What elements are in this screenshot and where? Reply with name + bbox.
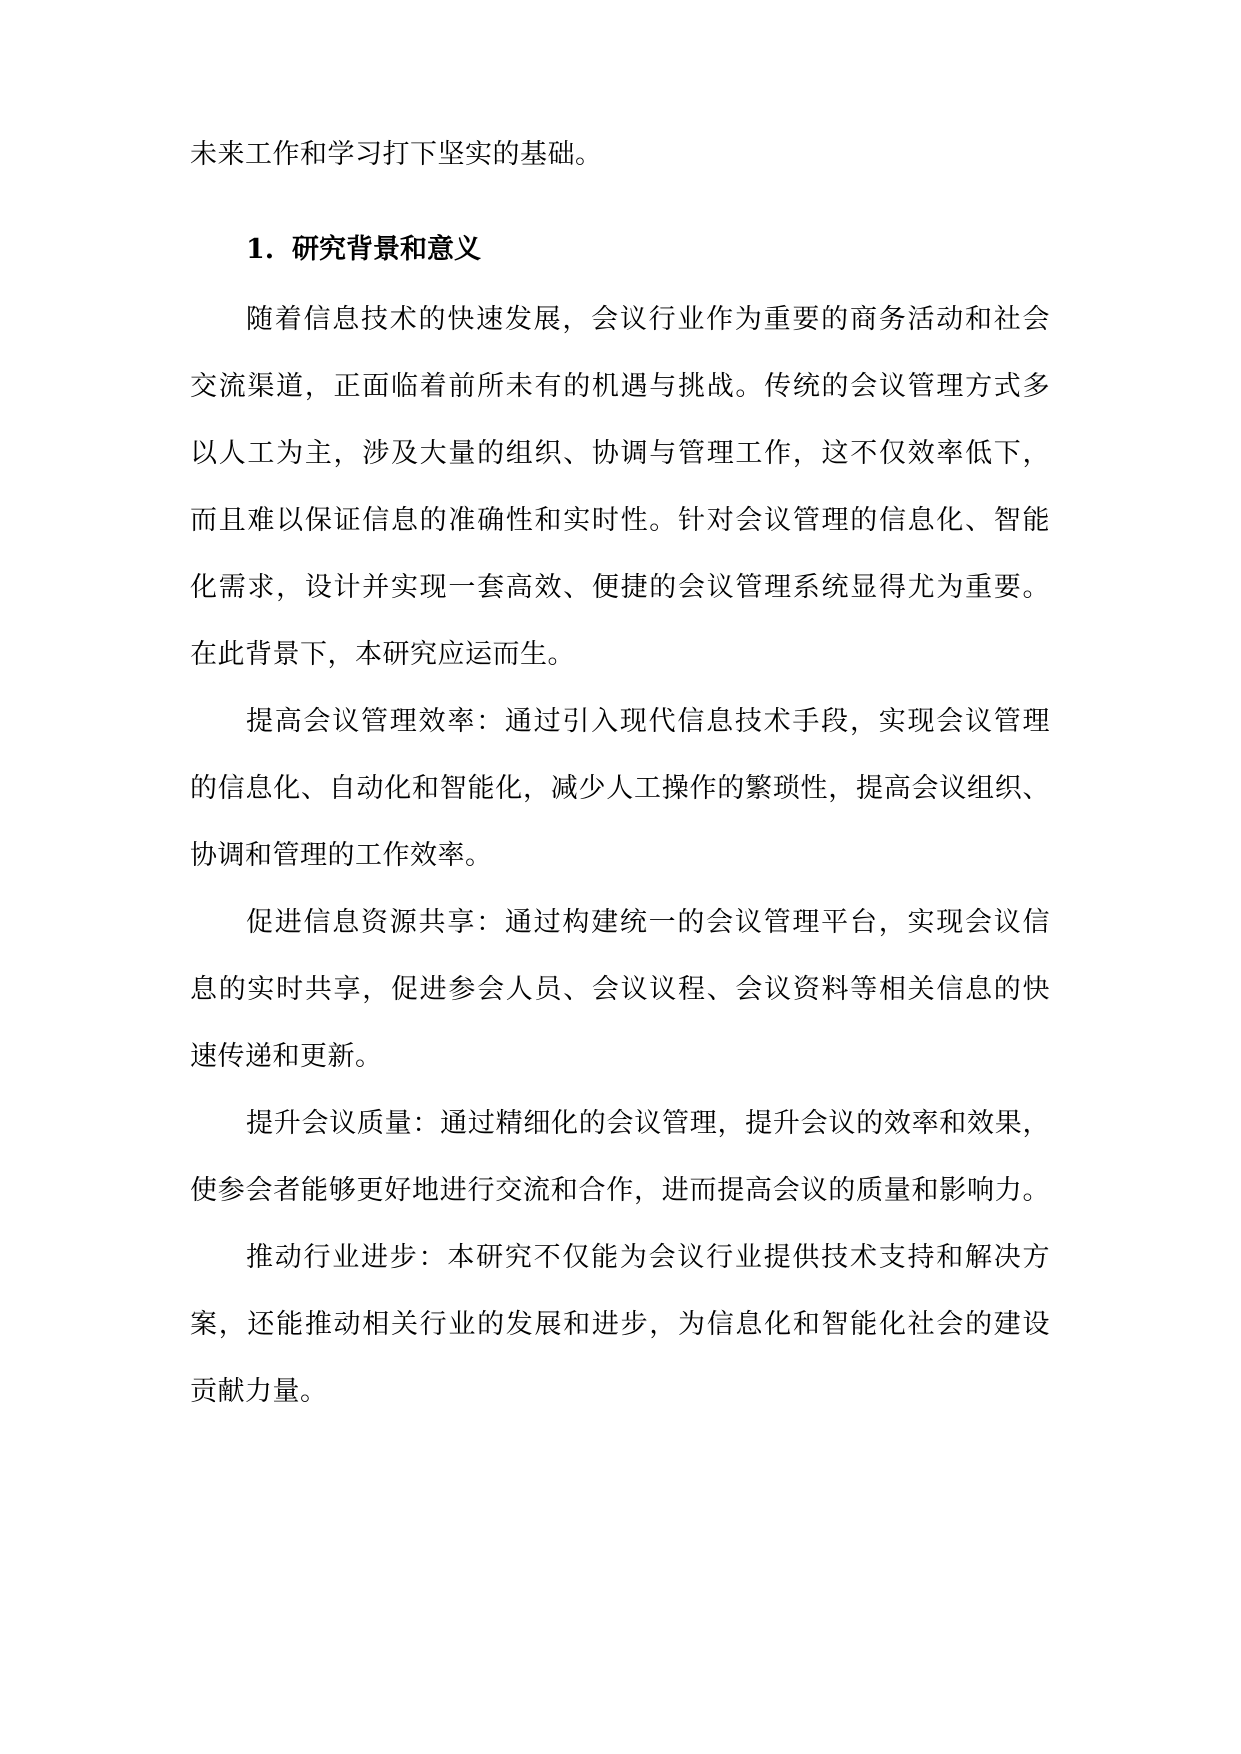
paragraph-line: 使参会者能够更好地进行交流和合作，进而提高会议的质量和影响力。 [190, 1175, 1050, 1206]
section-heading [246, 230, 481, 270]
paragraph-line: 随着信息技术的快速发展，会议行业作为重要的商务活动和社会 [246, 304, 1050, 335]
paragraph-line: 案，还能推动相关行业的发展和进步，为信息化和智能化社会的建设 [190, 1309, 1050, 1340]
paragraph-line: 的信息化、自动化和智能化，减少人工操作的繁琐性，提高会议组织、 [190, 773, 1050, 804]
paragraph-line: 贡献力量。 [190, 1376, 328, 1407]
intro-text-line: 未来工作和学习打下坚实的基础。 [190, 139, 603, 170]
paragraph-line: 提高会议管理效率：通过引入现代信息技术手段，实现会议管理 [246, 706, 1050, 737]
paragraph-line: 化需求，设计并实现一套高效、便捷的会议管理系统显得尤为重要。 [190, 572, 1050, 603]
paragraph-line: 协调和管理的工作效率。 [190, 840, 493, 871]
paragraph-line: 速传递和更新。 [190, 1041, 383, 1072]
paragraph-line: 推动行业进步：本研究不仅能为会议行业提供技术支持和解决方 [246, 1242, 1050, 1273]
paragraph-line: 在此背景下，本研究应运而生。 [190, 639, 575, 670]
paragraph-line: 提升会议质量：通过精细化的会议管理，提升会议的效率和效果， [246, 1108, 1050, 1139]
paragraph-line: 交流渠道，正面临着前所未有的机遇与挑战。传统的会议管理方式多 [190, 371, 1050, 402]
paragraph-line: 息的实时共享，促进参会人员、会议议程、会议资料等相关信息的快 [190, 974, 1050, 1005]
section-number: 1. [246, 234, 275, 265]
paragraph-line: 以人工为主，涉及大量的组织、协调与管理工作，这不仅效率低下， [190, 438, 1050, 469]
section-title: 研究背景和意义 [292, 234, 481, 265]
paragraph-line: 而且难以保证信息的准确性和实时性。针对会议管理的信息化、智能 [190, 505, 1050, 536]
paragraph-line: 促进信息资源共享：通过构建统一的会议管理平台，实现会议信 [246, 907, 1050, 938]
